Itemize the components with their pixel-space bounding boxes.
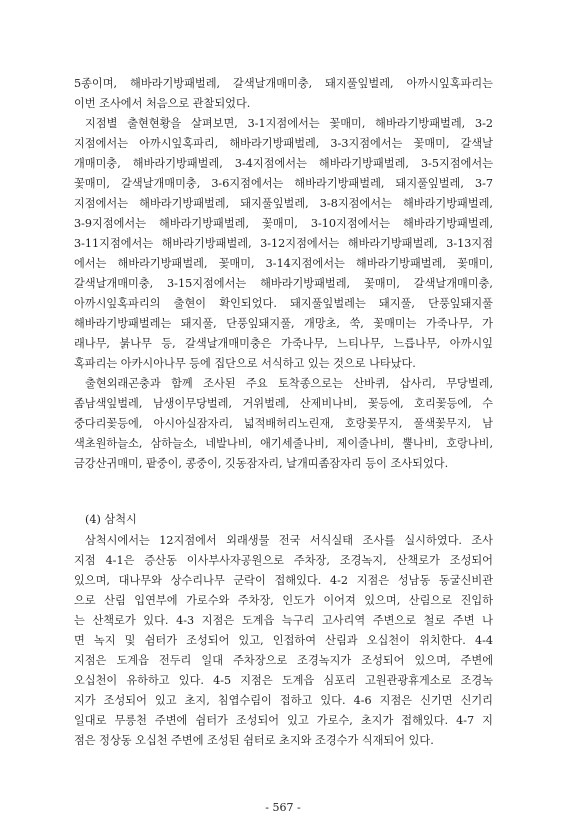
text-line: 혹파리는 아카시아나무 등에 집단으로 서식하고 있는 것으로 나타났다. <box>74 357 416 370</box>
text-line: 5종이며, 해바라기방패벌레, 갈색날개매미충, 돼지풀잎벌레, 아까시잎혹파리는 <box>74 77 493 90</box>
text-line: 좀남색잎벌레, 남생이무당벌레, 거위벌레, 산제비나비, 꽃등에, 호리꽃등에, 수 <box>74 397 493 410</box>
text-line: 3-9지점에서는 해바라기방패벌레, 꽃매미, 3-10지점에서는 해바라기방패벌레, <box>74 217 493 230</box>
text-line: 오십천이 유하하고 있다. 4-5 지점은 도계읍 심포리 고원관광휴게소로 조경녹 <box>74 674 493 687</box>
text-line: 있으며, 대나무와 상수리나무 군락이 접해있다. 4-2 지점은 성남동 동굴신비관 <box>74 574 493 587</box>
text-line: 색초원하늘소, 삼하늘소, 네발나비, 애기세줄나비, 제이줄나비, 뿔나비, 호랑나비, <box>74 437 493 450</box>
page-number: - 567 - <box>265 801 301 814</box>
text-line: 꽃매미, 갈색날개매미충, 3-6지점에서는 해바라기방패벌레, 돼지풀잎벌레, 3-7 <box>74 177 493 190</box>
text-line: 3-11지점에서는 해바라기방패벌레, 3-12지점에서는 해바라기방패벌레, 3-13지점 <box>74 237 493 250</box>
text-line: 해바라기방패벌레는 돼지풀, 단풍잎돼지풀, 개망초, 쑥, 꽃매미는 가죽나무, 가 <box>74 317 493 330</box>
text-line: 면 녹지 및 쉼터가 조성되어 있고, 인접하여 산림과 오십천이 위치한다. 4-4 <box>74 634 493 647</box>
text-line: 지점별 출현현황을 살펴보면, 3-1지점에서는 꽃매미, 해바라기방패벌레, 3-2 <box>85 117 493 130</box>
text-line: 일대로 무릉천 주변에 쉼터가 조성되어 있고 가로수, 초지가 접해있다. 4-7 지 <box>74 714 493 727</box>
text-line: 이번 조사에서 처음으로 관찰되었다. <box>74 97 251 110</box>
text-line: 중다리꽃등에, 아시아실잠자리, 넓적배허리노린재, 호랑꽃무지, 풀색꽃무지, 남 <box>74 417 493 430</box>
text-line: 으로 산림 입연부에 가로수와 주차장, 인도가 이어져 있으며, 산림으로 진입하 <box>74 594 493 607</box>
text-line: 에서는 해바라기방패벌레, 꽃매미, 3-14지점에서는 해바라기방패벌레, 꽃매미, <box>74 257 493 270</box>
text-line: 지점에서는 해바라기방패벌레, 돼지풀잎벌레, 3-8지점에서는 해바라기방패벌레, <box>74 197 493 210</box>
text-line: 래나무, 붉나무 등, 갈색날개매미충은 가죽나무, 느티나무, 느릅나무, 아까시잎 <box>74 337 493 350</box>
text-line: 점은 정상동 오십천 주변에 조성된 쉼터로 초지와 조경수가 식재되어 있다. <box>74 734 434 747</box>
text-line: 개매미충, 해바라기방패벌레, 3-4지점에서는 해바라기방패벌레, 3-5지점에서는 <box>74 157 493 170</box>
section-heading: (4) 삼척시 <box>85 513 137 526</box>
text-line: 금강산귀매미, 팥중이, 콩중이, 깃동잠자리, 날개띠좀잠자리 등이 조사되었다. <box>74 457 449 470</box>
text-line: 지점 4-1은 증산동 이사부사자공원으로 주차장, 조경녹지, 산책로가 조성되어 <box>74 554 493 567</box>
text-line: 아까시잎혹파리의 출현이 확인되었다. 돼지풀잎벌레는 돼지풀, 단풍잎돼지풀 <box>74 297 493 310</box>
text-line: 출현외래곤충과 함께 조사된 주요 토착종으로는 산바퀴, 삽사리, 무당벌레, <box>85 377 493 390</box>
text-line: 갈색날개매미충, 3-15지점에서는 해바라기방패벌레, 꽃매미, 갈색날개매미충, <box>74 277 493 290</box>
text-line: 삼척시에서는 12지점에서 외래생물 전국 서식실태 조사를 실시하였다. 조사 <box>85 534 493 547</box>
text-line: 는 산책로가 있다. 4-3 지점은 도계읍 늑구리 고사리역 주변으로 철로 주변 나 <box>74 614 493 627</box>
text-line: 지점은 도계읍 전두리 일대 주차장으로 조경녹지가 조성되어 있으며, 주변에 <box>74 654 493 667</box>
text-line: 지가 조성되어 있고 초지, 침엽수림이 접하고 있다. 4-6 지점은 신기면 신기리 <box>74 694 493 707</box>
text-line: 지점에서는 아까시잎혹파리, 해바라기방패벌레, 3-3지점에서는 꽃매미, 갈색날 <box>74 137 493 150</box>
